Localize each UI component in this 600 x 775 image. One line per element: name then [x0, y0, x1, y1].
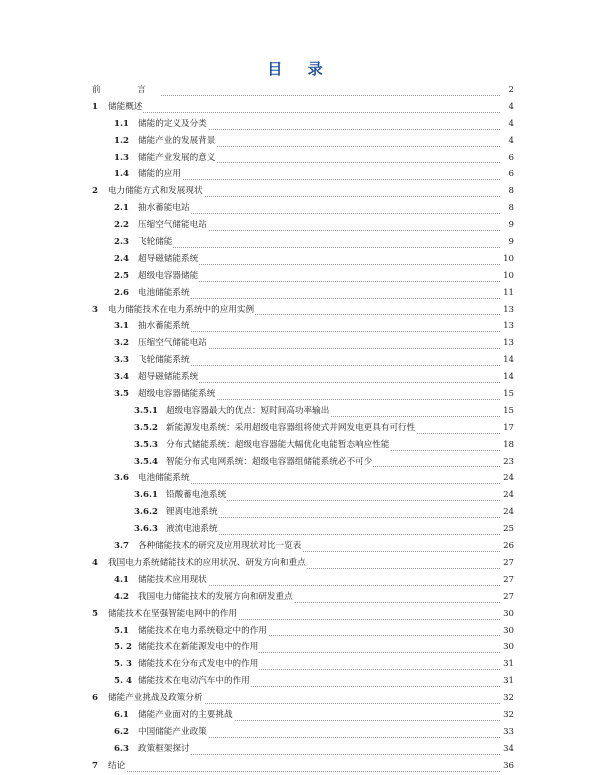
toc-entry-page: 13: [502, 318, 514, 335]
toc-entry-number: 4.1: [114, 574, 129, 585]
toc-entry-number: 4: [92, 557, 98, 568]
toc-entry-page: 27: [502, 572, 514, 589]
toc-entry-title: 超导磁储能系统: [138, 369, 199, 386]
toc-entry-title: 政策框架探讨: [138, 741, 191, 758]
toc-entry-page: 23: [502, 454, 514, 471]
toc-entry-page: 4: [508, 99, 514, 116]
leader-dots: [108, 95, 500, 113]
toc-entry-number: 2.1: [114, 203, 129, 214]
toc-entry-number: 6.1: [114, 709, 129, 720]
toc-entry-page: 27: [502, 589, 514, 606]
toc-entry-number: 3.6.2: [134, 507, 158, 518]
toc-entry-page: 26: [502, 538, 514, 555]
toc-entry-page: 13: [502, 335, 514, 352]
toc-entry-title: 储能产业面对的主要挑战: [138, 707, 234, 724]
toc-entry-page: 14: [502, 369, 514, 386]
toc-entry-number: 3: [92, 304, 98, 315]
toc-entry-number: 3.6.1: [134, 490, 158, 501]
toc-entry-page: 25: [502, 521, 514, 538]
toc-entry-title: 铅酸蓄电池系统: [166, 487, 227, 504]
toc-entry-page: 24: [502, 487, 514, 504]
toc-entry-title: 抽水蓄能系统: [138, 318, 191, 335]
toc-entry-number: 3.3: [114, 355, 129, 366]
toc-entry-page: 30: [502, 606, 514, 623]
toc-entry-number: 7: [92, 760, 98, 771]
toc-entry-number: 3.2: [114, 338, 129, 349]
toc-entry-page: 14: [502, 352, 514, 369]
toc-entry[interactable]: [86, 758, 514, 775]
toc-entry-title: 储能产业发展的意义: [138, 150, 216, 167]
leader-dots: [138, 230, 500, 248]
toc-entry-page: 15: [502, 386, 514, 403]
toc-entry-number: 1.1: [114, 118, 129, 129]
toc-entry-title: 储能的定义及分类: [138, 116, 208, 133]
toc-entry-title: 飞轮储能系统: [138, 352, 191, 369]
toc-entry-number: 2.4: [114, 253, 129, 264]
toc-entry-title: 飞轮储能: [138, 234, 173, 251]
toc-entry-title: 我国电力储能技术的发展方向和研发重点: [138, 589, 294, 606]
toc-entry-page: 2: [508, 82, 514, 99]
toc-entry-title: 电池储能系统: [138, 285, 191, 302]
toc-entry-number: 5. 3: [114, 659, 132, 670]
toc-entry-number: 5. 2: [114, 642, 132, 653]
toc-entry-title: 结论: [108, 758, 126, 775]
toc-entry-number: 3.5.3: [134, 439, 158, 450]
toc-entry-title: 储能技术应用现状: [138, 572, 208, 589]
leader-dots: [138, 348, 500, 366]
toc-entry-page: 32: [502, 690, 514, 707]
toc-entry-number: 3.5.4: [134, 456, 158, 467]
toc-entry-title: 智能分布式电网系统：超级电容器组储能系统必不可少: [166, 454, 373, 471]
toc-entry-title: 超级电容器储能: [138, 268, 199, 285]
toc-entry-number: 2.2: [114, 220, 129, 231]
toc-entry-page: 18: [502, 437, 514, 454]
toc-entry-page: 6: [508, 166, 514, 183]
table-of-contents: [86, 82, 514, 775]
toc-entry-page: 10: [502, 251, 514, 268]
toc-entry-title: 中国储能产业政策: [138, 724, 208, 741]
toc-entry-page: 33: [502, 724, 514, 741]
leader-dots: [138, 281, 500, 299]
toc-entry-number: 3.6: [114, 473, 129, 484]
toc-entry-number: 3.5.2: [134, 422, 158, 433]
toc-entry-title: 储能技术在电动汽车中的作用: [138, 673, 251, 690]
toc-entry-number: 3.5.1: [134, 405, 158, 416]
page-title: 目 录: [267, 60, 333, 78]
toc-entry-title: 超导磁储能系统: [138, 251, 199, 268]
toc-entry-title: 储能的应用: [138, 166, 182, 183]
toc-entry-title: 超级电容器储能系统: [138, 386, 216, 403]
toc-entry-page: 9: [508, 217, 514, 234]
toc-entry-title: 前 言: [92, 82, 161, 99]
toc-entry-page: 6: [508, 150, 514, 167]
toc-entry-title: 储能产业挑战及政策分析: [108, 690, 204, 707]
toc-entry-page: 30: [502, 623, 514, 640]
toc-entry-number: 6.3: [114, 743, 129, 754]
toc-entry-number: 3.1: [114, 321, 129, 332]
toc-entry-page: 15: [502, 403, 514, 420]
toc-entry-page: 31: [502, 673, 514, 690]
toc-entry-number: 4.2: [114, 591, 129, 602]
toc-entry-title: 液流电池系统: [166, 521, 219, 538]
toc-entry-number: 2: [92, 186, 98, 197]
leader-dots: [138, 314, 500, 332]
toc-entry-page: 8: [508, 183, 514, 200]
toc-entry-page: 4: [508, 116, 514, 133]
toc-entry-title: 超级电容器最大的优点：短时间高功率输出: [166, 403, 330, 420]
toc-entry-number: 5. 4: [114, 676, 132, 687]
toc-entry-title: 新能源发电系统：采用超级电容器组将使式并网发电更具有可行性: [166, 420, 416, 437]
leader-dots: [138, 162, 500, 180]
leader-dots: [138, 737, 500, 755]
toc-entry-title: 压缩空气储能电站: [138, 335, 208, 352]
toc-entry-page: 31: [502, 656, 514, 673]
toc-entry-page: 4: [508, 133, 514, 150]
leader-dots: [138, 466, 500, 484]
toc-entry-page: 30: [502, 639, 514, 656]
toc-entry-number: 1: [92, 101, 98, 112]
toc-entry-number: 6.2: [114, 726, 129, 737]
toc-entry-number: 6: [92, 693, 98, 704]
toc-entry-page: 8: [508, 200, 514, 217]
toc-entry-title: 电力储能技术在电力系统中的应用实例: [108, 302, 255, 319]
toc-entry-title: 抽水蓄能电站: [138, 200, 191, 217]
toc-entry-number: 3.5: [114, 389, 129, 400]
toc-entry-number: 2.3: [114, 237, 129, 248]
toc-entry-number: 3.6.3: [134, 524, 158, 535]
toc-entry-page: 27: [502, 555, 514, 572]
toc-entry-title: 各种储能技术的研究及应用现状对比一览表: [138, 538, 302, 555]
toc-entry-page: 24: [502, 504, 514, 521]
toc-entry-number: 2.6: [114, 287, 129, 298]
toc-entry-title: 压缩空气储能电站: [138, 217, 208, 234]
toc-entry-title: 电力储能方式和发展现状: [108, 183, 204, 200]
leader-dots: [138, 196, 500, 214]
toc-entry-number: 2.5: [114, 270, 129, 281]
toc-entry-title: 储能技术在分布式发电中的作用: [138, 656, 259, 673]
toc-entry-page: 24: [502, 470, 514, 487]
toc-entry-number: 5.1: [114, 625, 129, 636]
toc-entry-number: 3.7: [114, 541, 129, 552]
toc-entry-number: 1.4: [114, 169, 129, 180]
toc-entry-page: 11: [502, 285, 514, 302]
toc-entry-page: 17: [502, 420, 514, 437]
toc-entry-title: 分布式储能系统：超级电容器能大幅优化电能暂态响应性能: [166, 437, 390, 454]
toc-entry-title: 储能技术在电力系统稳定中的作用: [138, 623, 268, 640]
toc-entry-title: 锂离电池系统: [166, 504, 219, 521]
toc-entry-page: 36: [502, 758, 514, 775]
toc-entry-title: 电池储能系统: [138, 470, 191, 487]
toc-entry-title: 储能技术在坚强智能电网中的作用: [108, 606, 238, 623]
toc-entry-page: 9: [508, 234, 514, 251]
toc-entry-title: 我国电力系统储能技术的应用状况、研发方向和重点: [108, 555, 307, 572]
toc-entry-title: 储能概述: [108, 99, 143, 116]
toc-entry-title: 储能产业的发展背景: [138, 133, 216, 150]
toc-entry-page: 13: [502, 302, 514, 319]
toc-entry-page: 32: [502, 707, 514, 724]
toc-entry-page: 10: [502, 268, 514, 285]
toc-entry-page: 34: [502, 741, 514, 758]
toc-entry-title: 储能技术在新能源发电中的作用: [138, 639, 259, 656]
toc-entry-number: 5: [92, 608, 98, 619]
leader-dots: [108, 754, 500, 772]
toc-entry-number: 1.2: [114, 135, 129, 146]
toc-entry-number: 1.3: [114, 152, 129, 163]
toc-entry-number: 3.4: [114, 372, 129, 383]
